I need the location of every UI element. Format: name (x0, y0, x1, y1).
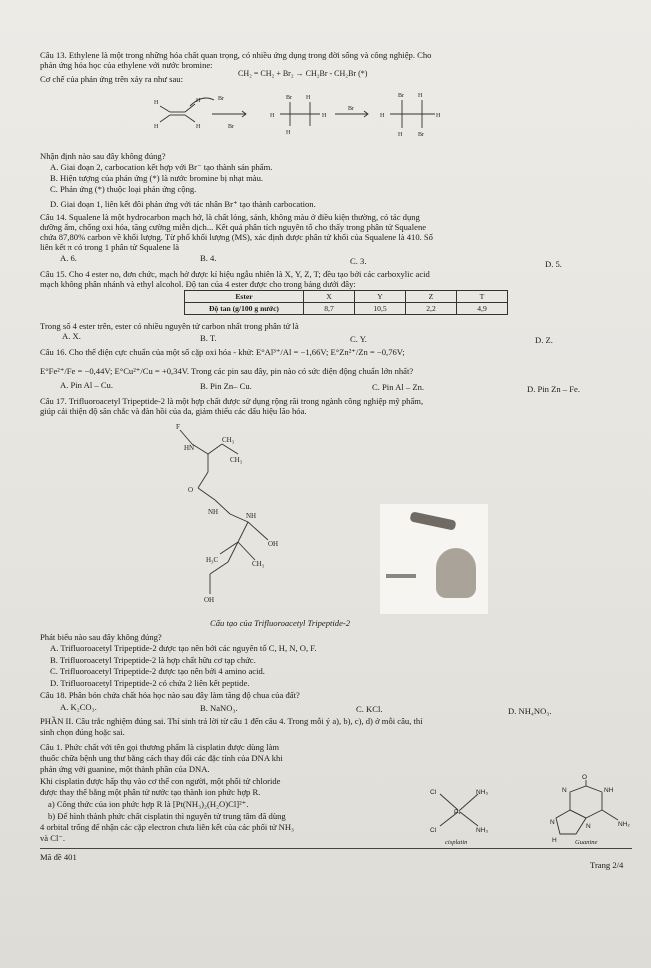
q14-line3: chứa 87,80% carbon về khối lượng. Từ phổ khối lượng (MS), xác định được phân tử khối của Squalene là 410. Số (40, 232, 433, 242)
c1-line3: phản ứng với guanine, một thành phần của DNA. (40, 764, 210, 774)
chem-nh3-label: NH₃ (476, 789, 489, 796)
tripeptide-structure-diagram (160, 422, 310, 612)
q15-line2: mạch không phân nhánh và ethyl alcohol. Độ tan của 4 ester được cho trong bảng dưới đây: (40, 279, 356, 289)
chem-hn-label: HN (184, 444, 195, 452)
chem-cl-label: Cl (430, 827, 437, 834)
table-header-cell: Z (406, 291, 457, 303)
chem-h-label: H (380, 113, 385, 119)
q16-line2: E°Fe²⁺/Fe = −0,44V; E°Cu²⁺/Cu = +0,34V. Trong các pin sau đây, pin nào có sức điện động chuẩn lớn nhất? (40, 366, 414, 376)
chem-br-label: Br (398, 93, 404, 99)
q15-question: Trong số 4 ester trên, ester có nhiều nguyên tử carbon nhất trong phân tử là (40, 321, 299, 331)
q13-option-c: C. Phản ứng (*) thuộc loại phản ứng cộng. (50, 184, 197, 194)
chem-n-label: N (586, 823, 591, 830)
q17-question: Phát biểu nào sau đây không đúng? (40, 632, 162, 642)
q17-option-c: C. Trifluoroacetyl Tripeptide-2 được tạo nên bởi 4 amino acid. (50, 666, 265, 676)
chem-nh-label: NH (208, 508, 219, 516)
exam-code: Mã đề 401 (40, 852, 77, 862)
table-header-cell: Y (355, 291, 406, 303)
q18-line1: Câu 18. Phân bón chứa chất hóa học nào sau đây làm tăng độ chua của đất? (40, 690, 300, 700)
cosmetic-bottle-icon (409, 511, 456, 530)
chem-h-label: H (398, 132, 403, 138)
chem-ch3-label: CH₃ (222, 436, 235, 444)
chem-h-label: H (196, 98, 201, 104)
q16-option-b: B. Pin Zn– Cu. (200, 381, 252, 391)
q15-line1: Câu 15. Cho 4 ester no, đơn chức, mạch hở được kí hiệu ngẫu nhiên là X, Y, Z, T; đều tạo bởi các carboxylic acid (40, 269, 430, 279)
table-header-cell: Ester (185, 291, 304, 303)
q13-mechanism-label: Cơ chế của phản ứng trên xảy ra như sau: (40, 74, 183, 84)
q13-line2: phản ứng hóa học của ethylene với nước bromine: (40, 60, 213, 70)
chem-n-label: N (562, 787, 567, 794)
table-cell: 10,5 (355, 303, 406, 315)
q14-option-c: C. 3. (350, 256, 367, 266)
q18-option-d: D. NH₄NO₃. (508, 706, 552, 716)
chem-h-label: H (270, 113, 275, 119)
q13-equation: CH₂ = CH₂ + Br₂ → CH₂Br - CH₂Br (*) (238, 69, 368, 78)
table-header-cell: T (457, 291, 508, 303)
q18-option-b: B. NaNO₃. (200, 703, 238, 713)
c1-line4: Khi cisplatin được hấp thụ vào cơ thể con người, một phối tử chloride (40, 776, 281, 786)
q16-option-d: D. Pin Zn – Fe. (527, 384, 580, 394)
table-row-label: Độ tan (g/100 g nước) (185, 303, 304, 315)
page-number: Trang 2/4 (590, 860, 624, 870)
q17-option-a: A. Trifluoroacetyl Tripeptide-2 được tạo nên bởi các nguyên tố C, H, N, O, F. (50, 643, 317, 653)
q13-option-d: D. Giai đoạn 1, liên kết đôi phản ứng với tác nhân Br⁺ tạo thành carbocation. (50, 199, 316, 209)
part2-line1: PHẦN II. Câu trắc nghiệm đúng sai. Thí sinh trả lời từ câu 1 đến câu 4. Trong mỗi ý a), b), c), d) ở mỗi câu, thí (40, 716, 423, 726)
c1-statement-b-line2: 4 orbital trống để nhận các cặp electron chưa liên kết của các phối tử NH₃ (40, 822, 295, 832)
c1-line5: được thay thế bằng một phân tử nước tạo thành ion phức hợp R. (40, 787, 261, 797)
chem-f-label: F (176, 423, 180, 431)
chem-br-label: Br (348, 106, 354, 112)
q13-line1: Câu 13. Ethylene là một trong những hóa chất quan trọng, có nhiều ứng dụng trong đời sống và công nghiệp. Cho (40, 50, 432, 60)
chem-br-label: Br (228, 124, 234, 130)
footer-divider (40, 848, 632, 849)
q13-option-a: A. Giai đoạn 2, carbocation kết hợp với Br⁻ tạo thành sản phẩm. (50, 162, 273, 172)
chem-br-label: Br (218, 96, 224, 102)
q17-caption: Cấu tạo của Trifluoroacetyl Tripeptide-2 (210, 618, 351, 628)
q13-option-b: B. Hiện tượng của phản ứng (*) là nước bromine bị nhạt màu. (50, 173, 264, 183)
guanine-label: Guanine (575, 839, 598, 846)
q16-option-a: A. Pin Al – Cu. (60, 380, 114, 390)
table-row (185, 291, 508, 303)
chem-h-label: H (154, 100, 159, 106)
q16-line1: Câu 16. Cho thế điện cực chuẩn của một số cặp oxi hóa - khử: E°Al³⁺/Al = −1,66V; E°Zn²⁺/Zn = −0,76V; (40, 347, 405, 357)
table-cell: 4,9 (457, 303, 508, 315)
q16-option-c: C. Pin Al – Zn. (372, 382, 425, 392)
c1-statement-b-line3: và Cl⁻. (40, 833, 66, 843)
bromination-mechanism-diagram (130, 84, 450, 146)
chem-o-label: O (582, 774, 588, 781)
table-header-cell: X (304, 291, 355, 303)
chem-oh-label: OH (204, 596, 215, 604)
chem-h-label: H (306, 95, 311, 101)
chem-cl-label: Cl (430, 789, 437, 796)
chem-h-label: H (286, 130, 291, 136)
chem-pt-label: Pt (454, 809, 461, 816)
chem-nh2-label: NH₂ (618, 821, 630, 828)
chem-n-label: N (550, 819, 555, 826)
q15-option-b: B. T. (200, 333, 217, 343)
c1-statement-a: a) Công thức của ion phức hợp R là [Pt(NH₃)₂(H₂O)Cl]²⁺. (48, 799, 249, 809)
cosmetic-illustration (380, 504, 488, 614)
chem-h-label: H (196, 124, 201, 130)
q15-option-a: A. X. (62, 331, 81, 341)
c1-line1: Câu 1. Phức chất với tên gọi thương phẩm là cisplatin được dùng làm (40, 742, 280, 752)
ester-solubility-table (184, 290, 508, 315)
q14-option-b: B. 4. (200, 253, 217, 263)
chem-nh3-label: NH₃ (476, 827, 489, 834)
q14-option-d: D. 5. (545, 259, 562, 269)
q14-option-a: A. 6. (60, 253, 77, 263)
chem-oh-label: OH (268, 540, 279, 548)
chem-nh-label: NH (246, 512, 257, 520)
q17-option-d: D. Trifluoroacetyl Tripeptide-2 có chứa 2 liên kết peptide. (50, 678, 250, 688)
q13-question: Nhận định nào sau đây không đúng? (40, 151, 166, 161)
q14-line4: liên kết π có trong 1 phân tử Squalene là (40, 242, 180, 252)
decorative-bar (386, 574, 416, 578)
q17-line2: giúp cải thiện độ săn chắc và đàn hồi của da, giảm thiểu các dấu hiệu lão hóa. (40, 406, 307, 416)
q15-option-d: D. Z. (535, 335, 553, 345)
table-cell: 8,7 (304, 303, 355, 315)
q14-line1: Câu 14. Squalene là một hydrocarbon mạch hở, là chất lỏng, sánh, không màu ở điều kiện thường, có tác dụng (40, 212, 420, 222)
chem-ch3-label: CH₃ (252, 560, 265, 568)
face-icon (436, 548, 476, 598)
cisplatin-label: cisplatin (445, 839, 468, 846)
chem-ch3-label: CH₃ (230, 456, 243, 464)
chem-h-label: H (418, 93, 423, 99)
chem-h3c-label: H₃C (206, 556, 219, 564)
part2-line2: sinh chọn đúng hoặc sai. (40, 727, 125, 737)
table-cell: 2,2 (406, 303, 457, 315)
chem-nh-label: NH (604, 787, 614, 794)
c1-line2: thuốc chữa bệnh ung thư bằng cách thay đổi các đặc tính của DNA khi (40, 753, 283, 763)
chem-br-label: Br (286, 95, 292, 101)
chem-br-label: Br (418, 132, 424, 138)
chem-h-label: H (552, 837, 557, 844)
chem-h-label: H (322, 113, 327, 119)
q14-line2: dưỡng ẩm, chống oxi hóa, tăng cường miễn dịch... Kết quả phân tích nguyên tố cho thấy trong phân tử Squalene (40, 222, 427, 232)
q17-line1: Câu 17. Trifluoroacetyl Tripeptide-2 là một hợp chất được sử dụng rộng rãi trong ngành công nghiệp mỹ phẩm, (40, 396, 424, 406)
chem-h-label: H (436, 113, 441, 119)
q15-option-c: C. Y. (350, 334, 367, 344)
chem-o-label: O (188, 486, 194, 494)
q18-option-a: A. K₂CO₃. (60, 702, 97, 712)
c1-statement-b-line1: b) Để hình thành phức chất cisplatin thì nguyên tử trung tâm đã dùng (48, 811, 286, 821)
table-row (185, 303, 508, 315)
chem-h-label: H (154, 124, 159, 130)
q17-option-b: B. Trifluoroacetyl Tripeptide-2 là hợp chất hữu cơ tạp chức. (50, 655, 256, 665)
q18-option-c: C. KCl. (356, 704, 383, 714)
